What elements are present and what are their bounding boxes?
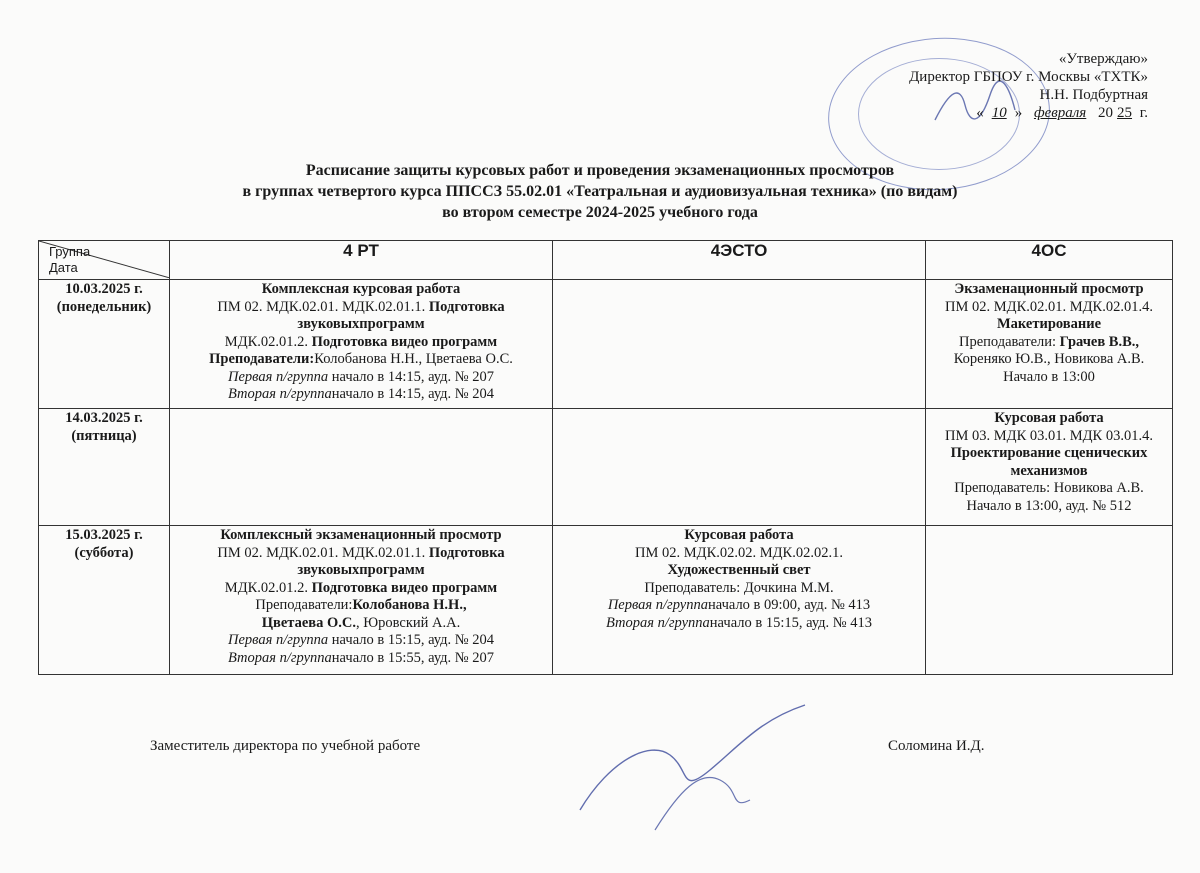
cell-text: Художественный свет: [667, 562, 811, 578]
schedule-cell: [553, 280, 926, 409]
cell-line: [929, 445, 1169, 463]
cell-text: Преподаватель: Новикова А.В.: [954, 480, 1144, 496]
footer-name: Соломина И.Д.: [888, 738, 985, 754]
cell-text: Начало в 13:00, ауд. № 512: [966, 497, 1132, 514]
approval-heading: «Утверждаю»: [1058, 51, 1148, 67]
title-line-1: Расписание защиты курсовых работ и проведения экзаменационных просмотров: [305, 162, 895, 179]
footer-position: Заместитель директора по учебной работе: [150, 738, 421, 754]
schedule-cell: [170, 409, 553, 526]
cell-text: начало в 09:00, ауд. № 413: [707, 597, 871, 613]
cell-line: [173, 316, 549, 334]
date-cell: 15.03.2025 г. (суббота): [39, 526, 170, 675]
cell-line: [173, 632, 549, 650]
cell-text: Преподаватели:: [209, 351, 315, 367]
cell-line: [173, 299, 549, 317]
cell-line: [173, 545, 549, 563]
cell-line: [173, 580, 549, 598]
cell-line: [556, 527, 922, 545]
cell-line: [173, 369, 549, 387]
cell-line: [929, 480, 1169, 498]
approval-name: Н.Н. Подбуртная: [1039, 87, 1148, 103]
cell-line: [556, 615, 922, 633]
group-header-4esto: 4ЭСТО: [553, 241, 926, 280]
cell-text: Первая п/группа: [228, 632, 329, 648]
schedule-cell: [926, 409, 1173, 526]
corner-label-group: Группа: [49, 244, 91, 259]
schedule-cell: [926, 280, 1173, 409]
corner-label-date: Дата: [49, 260, 78, 275]
cell-text: ПМ 03. МДК 03.01. МДК 03.01.4.: [945, 427, 1153, 444]
cell-text: ПМ 02. МДК.02.01. МДК.02.01.1.: [217, 544, 429, 561]
cell-text: начало в 15:55, ауд. № 207: [331, 649, 495, 666]
group-header-4os: 4ОС: [926, 241, 1173, 280]
approval-month: февраля: [1033, 105, 1087, 121]
deputy-signature: [560, 700, 820, 840]
cell-line: [929, 369, 1169, 387]
cell-line: [173, 281, 549, 299]
schedule-cell: [170, 526, 553, 675]
cell-text: Подготовка: [428, 298, 505, 315]
cell-text: Проектирование сценических: [950, 445, 1148, 461]
cell-line: [173, 334, 549, 352]
cell-text: начало в 15:15, ауд. № 413: [709, 614, 873, 631]
cell-line: [173, 562, 549, 580]
cell-text: Курсовая работа: [994, 410, 1104, 426]
cell-line: [173, 351, 549, 369]
cell-text: Первая п/группа: [607, 597, 708, 613]
cell-text: Преподаватель: Дочкина М.М.: [644, 579, 834, 596]
cell-text: Макетирование: [996, 316, 1102, 332]
schedule-table: [38, 240, 1173, 675]
schedule-cell: [553, 409, 926, 526]
cell-line: [556, 562, 922, 580]
cell-line: [929, 351, 1169, 369]
cell-line: [929, 428, 1169, 446]
cell-text: Экзаменационный просмотр: [954, 281, 1144, 297]
cell-line: [929, 316, 1169, 334]
cell-line: [556, 597, 922, 615]
cell-line: [929, 498, 1169, 516]
cell-text: Курсовая работа: [684, 527, 794, 543]
date-cell: 14.03.2025 г. (пятница): [39, 409, 170, 526]
cell-text: Цветаева О.С.: [261, 614, 356, 631]
table-header-row: [39, 241, 1173, 280]
cell-text: Вторая п/группа: [227, 649, 332, 666]
cell-line: [929, 299, 1169, 317]
group-header-4rt: 4 РТ: [170, 241, 553, 280]
table-row: [39, 280, 1173, 409]
cell-text: Преподаватели:: [958, 333, 1060, 350]
corner-header: [39, 241, 170, 280]
cell-text: МДК.02.01.2.: [224, 333, 312, 350]
cell-line: [556, 545, 922, 563]
approval-date: « 10 » февраля 20 25 г.: [976, 105, 1148, 121]
cell-text: Подготовка видео программ: [311, 333, 498, 350]
document-title: [0, 160, 1200, 223]
cell-line: [556, 580, 922, 598]
cell-line: [173, 650, 549, 668]
cell-line: [173, 597, 549, 615]
cell-text: Подготовка видео программ: [311, 579, 498, 596]
table-row: [39, 409, 1173, 526]
cell-text: начало в 14:15, ауд. № 204: [331, 386, 495, 402]
cell-line: [929, 463, 1169, 481]
approval-position: Директор ГБПОУ г. Москвы «ТХТК»: [909, 69, 1148, 85]
schedule-cell: [170, 280, 553, 409]
cell-text: , Юровский А.А.: [356, 614, 461, 631]
approval-year-suffix: 25: [1117, 105, 1133, 121]
cell-text: механизмов: [1010, 462, 1088, 479]
cell-text: Грачев В.В.,: [1059, 333, 1140, 350]
cell-text: Преподаватели:: [255, 597, 353, 613]
cell-line: [929, 281, 1169, 299]
title-line-3: во втором семестре 2024-2025 учебного года: [442, 204, 758, 221]
cell-text: ПМ 02. МДК.02.01. МДК.02.01.1.: [217, 298, 429, 315]
cell-line: [173, 386, 549, 404]
cell-text: ПМ 02. МДК.02.02. МДК.02.02.1.: [635, 544, 843, 561]
cell-line: [173, 615, 549, 633]
approval-year-prefix: 20: [1098, 105, 1114, 121]
cell-line: [173, 527, 549, 545]
cell-text: начало в 15:15, ауд. № 204: [328, 632, 494, 648]
cell-text: ПМ 02. МДК.02.01. МДК.02.01.4.: [945, 298, 1153, 315]
cell-text: Начало в 13:00: [1003, 368, 1095, 385]
cell-text: Первая п/группа: [228, 368, 329, 385]
cell-text: Комплексный экзаменационный просмотр: [220, 527, 502, 543]
schedule-cell: [926, 526, 1173, 675]
cell-text: Комплексная курсовая работа: [261, 281, 461, 297]
cell-line: [929, 334, 1169, 352]
schedule-cell: [553, 526, 926, 675]
cell-text: Подготовка: [428, 544, 505, 561]
approval-block: [858, 50, 1148, 122]
cell-text: Вторая п/группа: [227, 386, 332, 402]
cell-text: Колобанова Н.Н.,: [352, 597, 467, 613]
cell-text: МДК.02.01.2.: [224, 579, 312, 596]
cell-text: Колобанова Н.Н., Цветаева О.С.: [314, 351, 513, 367]
table-row: [39, 526, 1173, 675]
cell-text: Вторая п/группа: [605, 614, 710, 631]
approval-day: 10: [991, 105, 1007, 121]
cell-line: [929, 410, 1169, 428]
cell-text: звуковыхпрограмм: [297, 316, 425, 332]
cell-text: звуковыхпрограмм: [297, 562, 425, 578]
cell-text: Кореняко Ю.В., Новикова А.В.: [953, 351, 1145, 367]
approval-year-unit: г.: [1139, 105, 1148, 121]
date-cell: 10.03.2025 г. (понедельник): [39, 280, 170, 409]
title-line-2: в группах четвертого курса ППССЗ 55.02.01 «Театральная и аудиовизуальная техника» (по видам): [242, 183, 958, 200]
cell-text: начало в 14:15, ауд. № 207: [328, 368, 494, 385]
